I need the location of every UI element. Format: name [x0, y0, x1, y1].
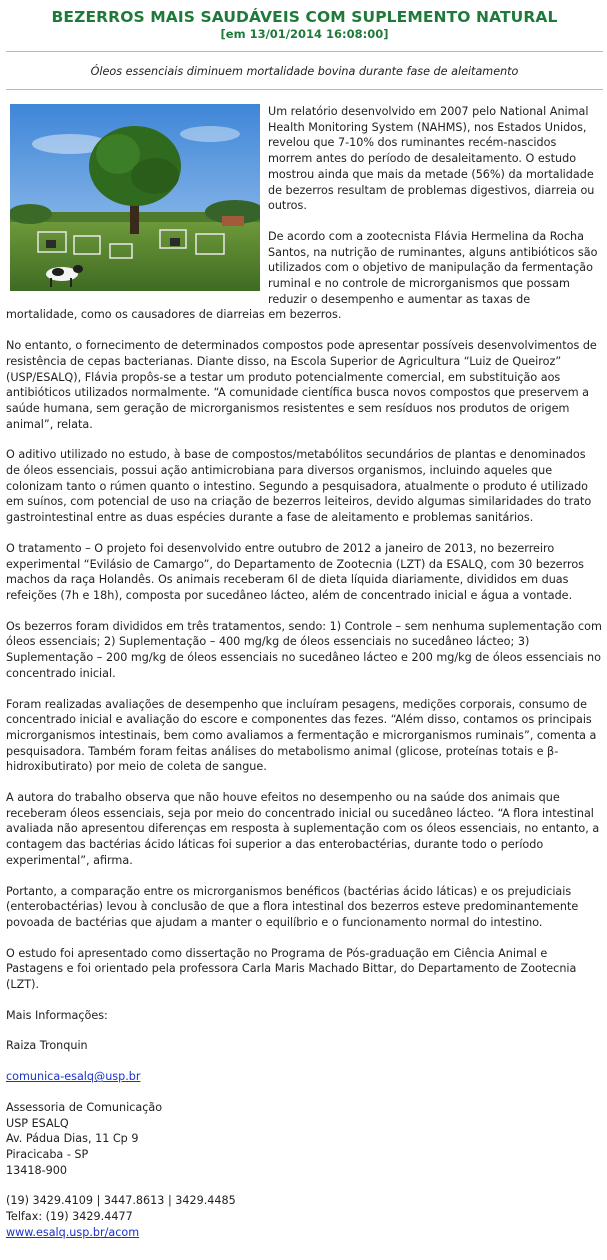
address-line: Av. Pádua Dias, 11 Cp 9 [6, 1132, 139, 1146]
address-line: Assessoria de Comunicação [6, 1100, 163, 1114]
article-date: [em 13/01/2014 16:08:00] [220, 27, 389, 41]
contact-person: Raiza Tronquin [6, 1039, 88, 1053]
more-info-label: Mais Informações: [6, 1008, 108, 1022]
contact-phones [6, 1193, 603, 1240]
paragraph: Foram realizadas avaliações de desempenho que incluíram pesagens, medições corporais, consumo de concentrado inicial e avaliação do escore e componentes das fezes. “Além disso, contamos os principais microrganismos intestinais, bem como avaliamos a fermentação e microrganismos ruminais”, comenta a pesquisadora. Também foram feitas análises do metabolismo animal (glicose, proteínas totais e β-hidroxibutirato) por meio de coleta de sangue. [6, 697, 597, 774]
paragraph: A autora do trabalho observa que não houve efeitos no desempenho ou na saúde dos animais que receberam óleos essenciais, seja por meio do concentrado inicial ou sucedâneo lácteo. “A flora intestinal avaliada não apresentou diferenças em resposta à suplementação com os óleos essenciais, no entanto, a contagem das bactérias ácido láticas foi superior a das enterobactérias, durante todo o período experimental”, afirma. [6, 791, 600, 867]
phone-line: Telfax: (19) 3429.4477 [6, 1210, 133, 1224]
contact-address [6, 1100, 603, 1179]
address-line: 13418-900 [6, 1163, 67, 1177]
paragraph: Os bezerros foram divididos em três tratamentos, sendo: 1) Controle – sem nenhuma suplementação com óleos essenciais; 2) Suplementação – 400 mg/kg de óleos essenciais no sucedâneo lácteo; 3) Suplementação – 200 mg/kg de óleos essenciais no sucedâneo lácteo e 200 mg/kg de óleos essenciais no concentrado inicial. [6, 619, 602, 680]
address-line: Piracicaba - SP [6, 1147, 89, 1161]
paragraph: De acordo com a zootecnista Flávia Hermelina da Rocha Santos, na nutrição de ruminantes, alguns antibióticos são utilizados com o objetivo de manipulação da fermentação ruminal e no controle de microrganismos que possam reduzir o desempenho e aumentar as taxas de mortalidade, como os causadores de diarreias em bezerros. [6, 229, 598, 322]
paragraph: No entanto, o fornecimento de determinados compostos pode apresentar possíveis desenvolvimentos de resistência de cepas bacterianas. Diante disso, na Escola Superior de Agricultura “Luiz de Queiroz” (USP/ESALQ), Flávia propôs-se a testar um produto potencialmente comercial, em substituição aos antibióticos utilizados normalmente. “A comunidade científica busca novos compostos que preservem a saúde humana, sem geração de microrganismos resistentes e sem resíduos nos produtos de origem animal”, relata. [6, 339, 597, 431]
article [6, 0, 603, 1255]
contact-email-line [6, 1069, 603, 1085]
email-link[interactable]: comunica-esalq@usp.br [6, 1070, 141, 1084]
address-line: USP ESALQ [6, 1116, 69, 1130]
paragraph: Um relatório desenvolvido em 2007 pelo National Animal Health Monitoring System (NAHMS), nos Estados Unidos, revelou que 7-10% dos ruminantes recém-nascidos morrem antes do período de desaleitamento. O estudo mostrou ainda que mais da metade (56%) da mortalidade de bezerros resultam de problemas digestivos, diarreia ou outros. [268, 105, 595, 213]
divider-bottom [6, 89, 603, 90]
article-headline: BEZERROS MAIS SAUDÁVEIS COM SUPLEMENTO NATURAL [51, 8, 558, 26]
paragraph: O aditivo utilizado no estudo, à base de compostos/metabólitos secundários de plantas e denominados de óleos essenciais, possui ação antimicrobiana para diversos organismos, incluindo aqueles que colonizam tanto o rúmen quanto o intestino. Segundo a pesquisadora, atualmente o produto é utilizado em suínos, com potencial de uso na criação de bezerros leiteiros, devido algumas similaridades do trato gastrointestinal entre as duas espécies durante a fase de aleitamento e problemas sanitários. [6, 448, 592, 525]
article-subtitle: Óleos essenciais diminuem mortalidade bovina durante fase de aleitamento [90, 65, 519, 78]
paragraph: Portanto, a comparação entre os microrganismos benéficos (bactérias ácido láticas) e os prejudiciais (enterobactérias) levou à conclusão de que a flora intestinal dos bezerros esteve predominantemente povoada de bactérias que ajudam a manter o equilíbrio e o funcionamento normal do intestino. [6, 884, 579, 929]
paragraph: O tratamento – O projeto foi desenvolvido entre outubro de 2012 a janeiro de 2013, no bezerreiro experimental “Evilásio de Camargo”, do Departamento de Zootecnia (LZT) da ESALQ, com 30 bezerros machos da raça Holandês. Os animais receberam 6l de dieta líquida diariamente, divididos em duas refeições (7h e 18h), composta por sucedâneo lácteo, além de concentrado inicial e água a vontade. [6, 541, 584, 602]
website-link[interactable]: www.esalq.usp.br/acom [6, 1225, 140, 1239]
divider-top [6, 51, 603, 52]
paragraph: O estudo foi apresentado como dissertação no Programa de Pós-graduação em Ciência Animal e Pastagens e foi orientado pela professora Carla Maris Machado Bittar, do Departamento de Zootecnia (LZT). [6, 946, 577, 992]
phone-line: (19) 3429.4109 | 3447.8613 | 3429.4485 [6, 1194, 236, 1208]
calves-pasture-photo [10, 104, 260, 291]
